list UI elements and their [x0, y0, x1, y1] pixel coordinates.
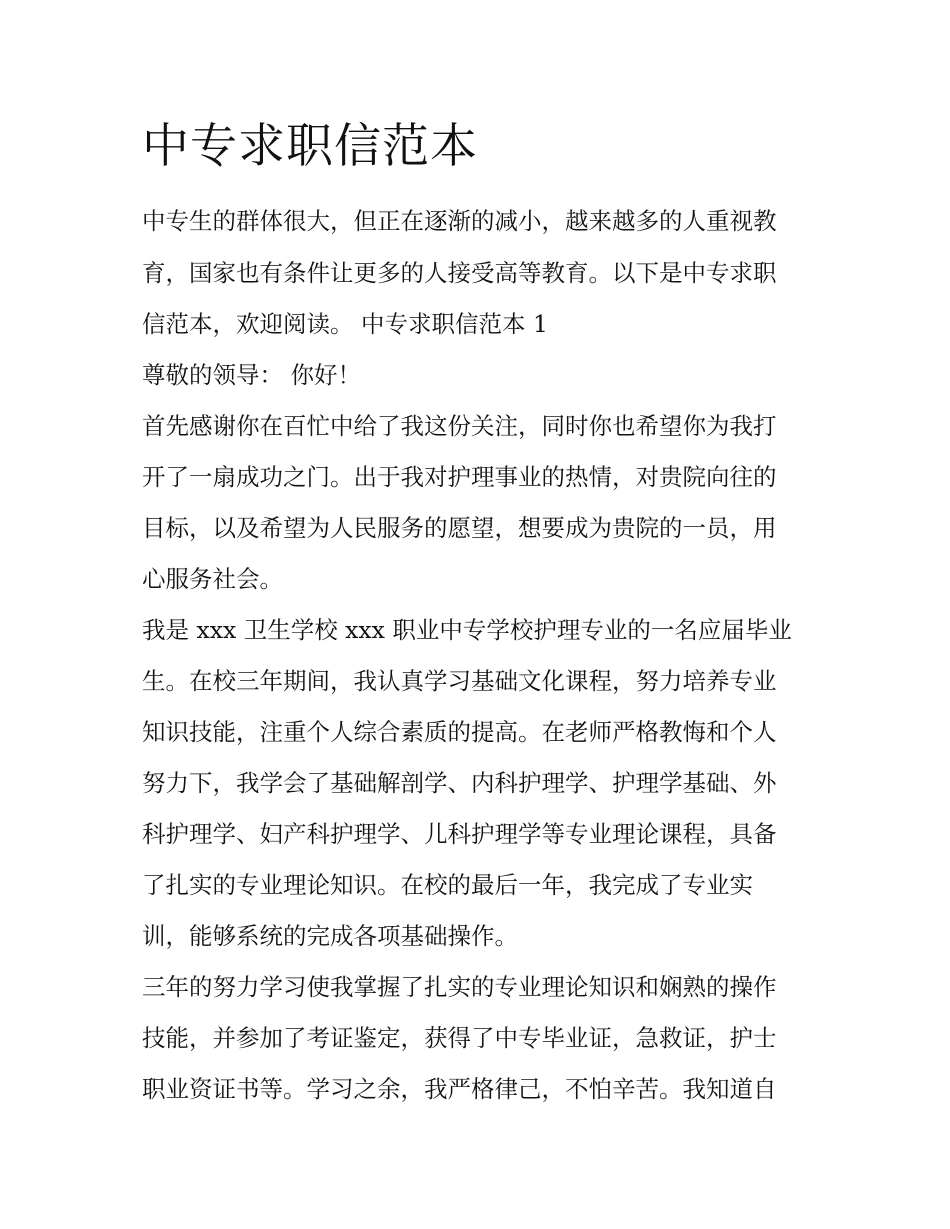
body-line: 首先感谢你在百忙中给了我这份关注，同时你也希望你为我打 — [142, 412, 777, 440]
body-line: 训，能够系统的完成各项基础操作。 — [142, 922, 518, 950]
body-line: 开了一扇成功之门。出于我对护理事业的热情，对贵院向往的 — [142, 463, 777, 491]
body-line: 科护理学、妇产科护理学、儿科护理学等专业理论课程，具备 — [142, 820, 777, 848]
body-line: 尊敬的领导： 你好！ — [142, 361, 361, 389]
body-line: 目标，以及希望为人民服务的愿望，想要成为贵院的一员，用 — [142, 514, 777, 542]
body-line: 信范本，欢迎阅读。 中专求职信范本 1 — [142, 310, 548, 338]
body-line: 生。在校三年期间，我认真学习基础文化课程，努力培养专业 — [142, 667, 777, 695]
document-title: 中专求职信范本 — [142, 119, 478, 174]
body-line: 育，国家也有条件让更多的人接受高等教育。以下是中专求职 — [142, 259, 777, 287]
body-line: 努力下，我学会了基础解剖学、内科护理学、护理学基础、外 — [142, 769, 777, 797]
body-line: 中专生的群体很大，但正在逐渐的减小，越来越多的人重视教 — [142, 207, 777, 235]
body-line: 三年的努力学习使我掌握了扎实的专业理论知识和娴熟的操作 — [142, 973, 777, 1001]
body-line: 了扎实的专业理论知识。在校的最后一年，我完成了专业实 — [142, 871, 753, 899]
body-line: 我是 xxx 卫生学校 xxx 职业中专学校护理专业的一名应届毕业 — [142, 616, 792, 644]
body-line: 职业资证书等。学习之余，我严格律己，不怕辛苦。我知道自 — [142, 1075, 777, 1103]
body-line: 知识技能，注重个人综合素质的提高。在老师严格教悔和个人 — [142, 718, 777, 746]
body-line: 技能，并参加了考证鉴定，获得了中专毕业证，急救证，护士 — [142, 1024, 777, 1052]
body-line: 心服务社会。 — [142, 565, 283, 593]
